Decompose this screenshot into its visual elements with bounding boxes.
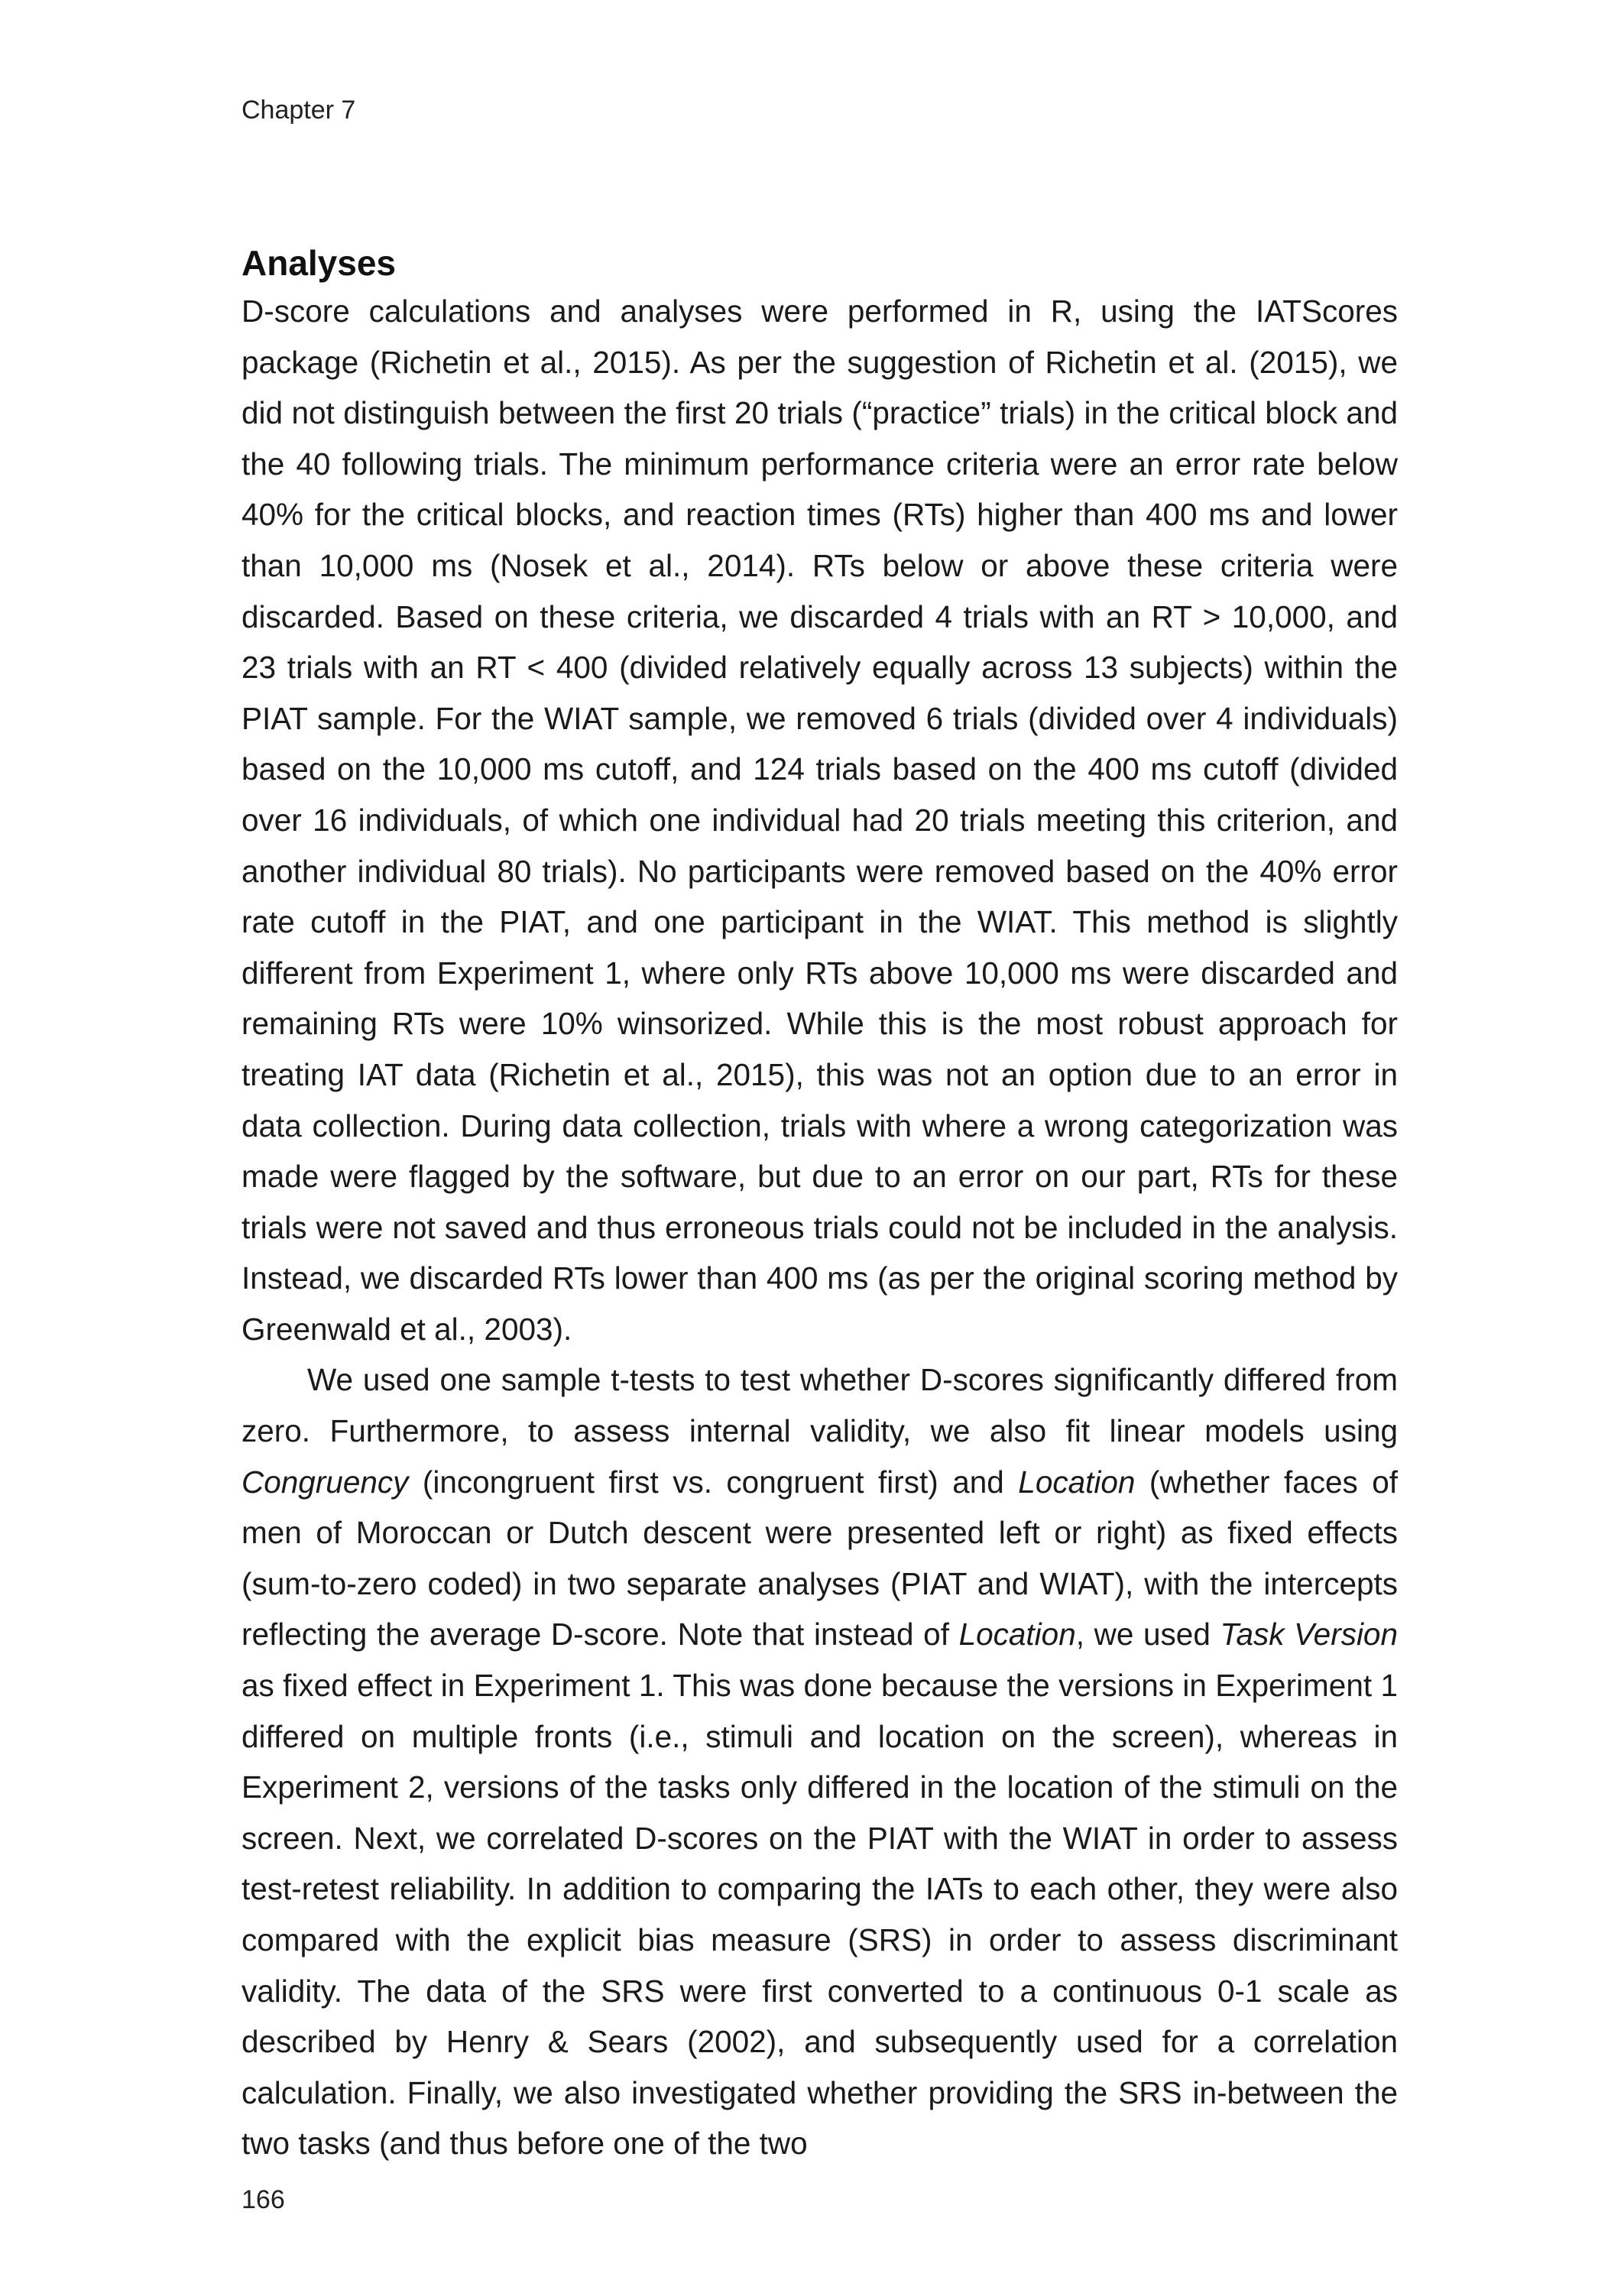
page-number: 166: [241, 2185, 285, 2214]
paragraph-1: D-score calculations and analyses were performed in R, using the IATScores package (Richetin et al., 2015). As per the suggestion of Richetin et al. (2015), we did not distinguish between the first 20 trials (“practice” trials) in the critical block and the 40 following trials. The minimum performance criteria were an error rate below 40% for the critical blocks, and reaction times (RTs) higher than 400 ms and lower than 10,000 ms (Nosek et al., 2014). RTs below or above these criteria were discarded. Based on these criteria, we discarded 4 trials with an RT > 10,000, and 23 trials with an RT < 400 (divided relatively equally across 13 subjects) within the PIAT sample. For the WIAT sample, we removed 6 trials (divided over 4 individuals) based on the 10,000 ms cutoff, and 124 trials based on the 400 ms cutoff (divided over 16 individuals, of which one individual had 20 trials meeting this criterion, and another individual 80 trials). No participants were removed based on the 40% error rate cutoff in the PIAT, and one participant in the WIAT. This method is slightly different from Experiment 1, where only RTs above 10,000 ms were discarded and remaining RTs were 10% winsorized. While this is the most robust approach for treating IAT data (Richetin et al., 2015), this was not an option due to an error in data collection. During data collection, trials with where a wrong categorization was made were flagged by the software, but due to an error on our part, RTs for these trials were not saved and thus erroneous trials could not be included in the analysis. Instead, we discarded RTs lower than 400 ms (as per the original scoring method by Greenwald et al., 2003).: [241, 294, 1398, 1347]
term-congruency: Congruency: [241, 1464, 409, 1500]
term-task-version: Task Version: [1220, 1617, 1398, 1652]
paragraph-2-text-3: (whether faces of men of Moroccan or Dutch descent were presented left or right) as fixed effects (sum-to-zero coded) in two separate analyses (PIAT and WIAT), with the intercepts reflecting the average D-score. Note that instead of: [241, 1464, 1398, 1652]
main-content: [241, 240, 1398, 2169]
running-head: Chapter 7: [241, 96, 356, 125]
paragraph-2-text-5: as fixed effect in Experiment 1. This was done because the versions in Experiment 1 differed on multiple fronts (i.e., stimuli and location on the screen), whereas in Experiment 2, versions of the tasks only differed in the location of the stimuli on the screen. Next, we correlated D-scores on the PIAT with the WIAT in order to assess test-retest reliability. In addition to comparing the IATs to each other, they were also compared with the explicit bias measure (SRS) in order to assess discriminant validity. The data of the SRS were first converted to a continuous 0-1 scale as described by Henry & Sears (2002), and subsequently used for a correlation calculation. Finally, we also investigated whether providing the SRS in-between the two tasks (and thus before one of the two: [241, 1668, 1398, 2162]
term-location: Location: [1018, 1464, 1136, 1500]
paragraph-2-text-4: , we used: [1075, 1617, 1220, 1652]
paragraph-2-text-2: (incongruent first vs. congruent first) and: [408, 1464, 1019, 1500]
section-heading: Analyses: [241, 243, 397, 283]
term-location-2: Location: [958, 1617, 1076, 1652]
paragraph-2: [241, 1354, 1398, 2169]
paragraph-2-text-1: We used one sample t-tests to test whether D-scores significantly differed from zero. Furthermore, to assess internal validity, we also fit linear models using: [241, 1362, 1398, 1449]
